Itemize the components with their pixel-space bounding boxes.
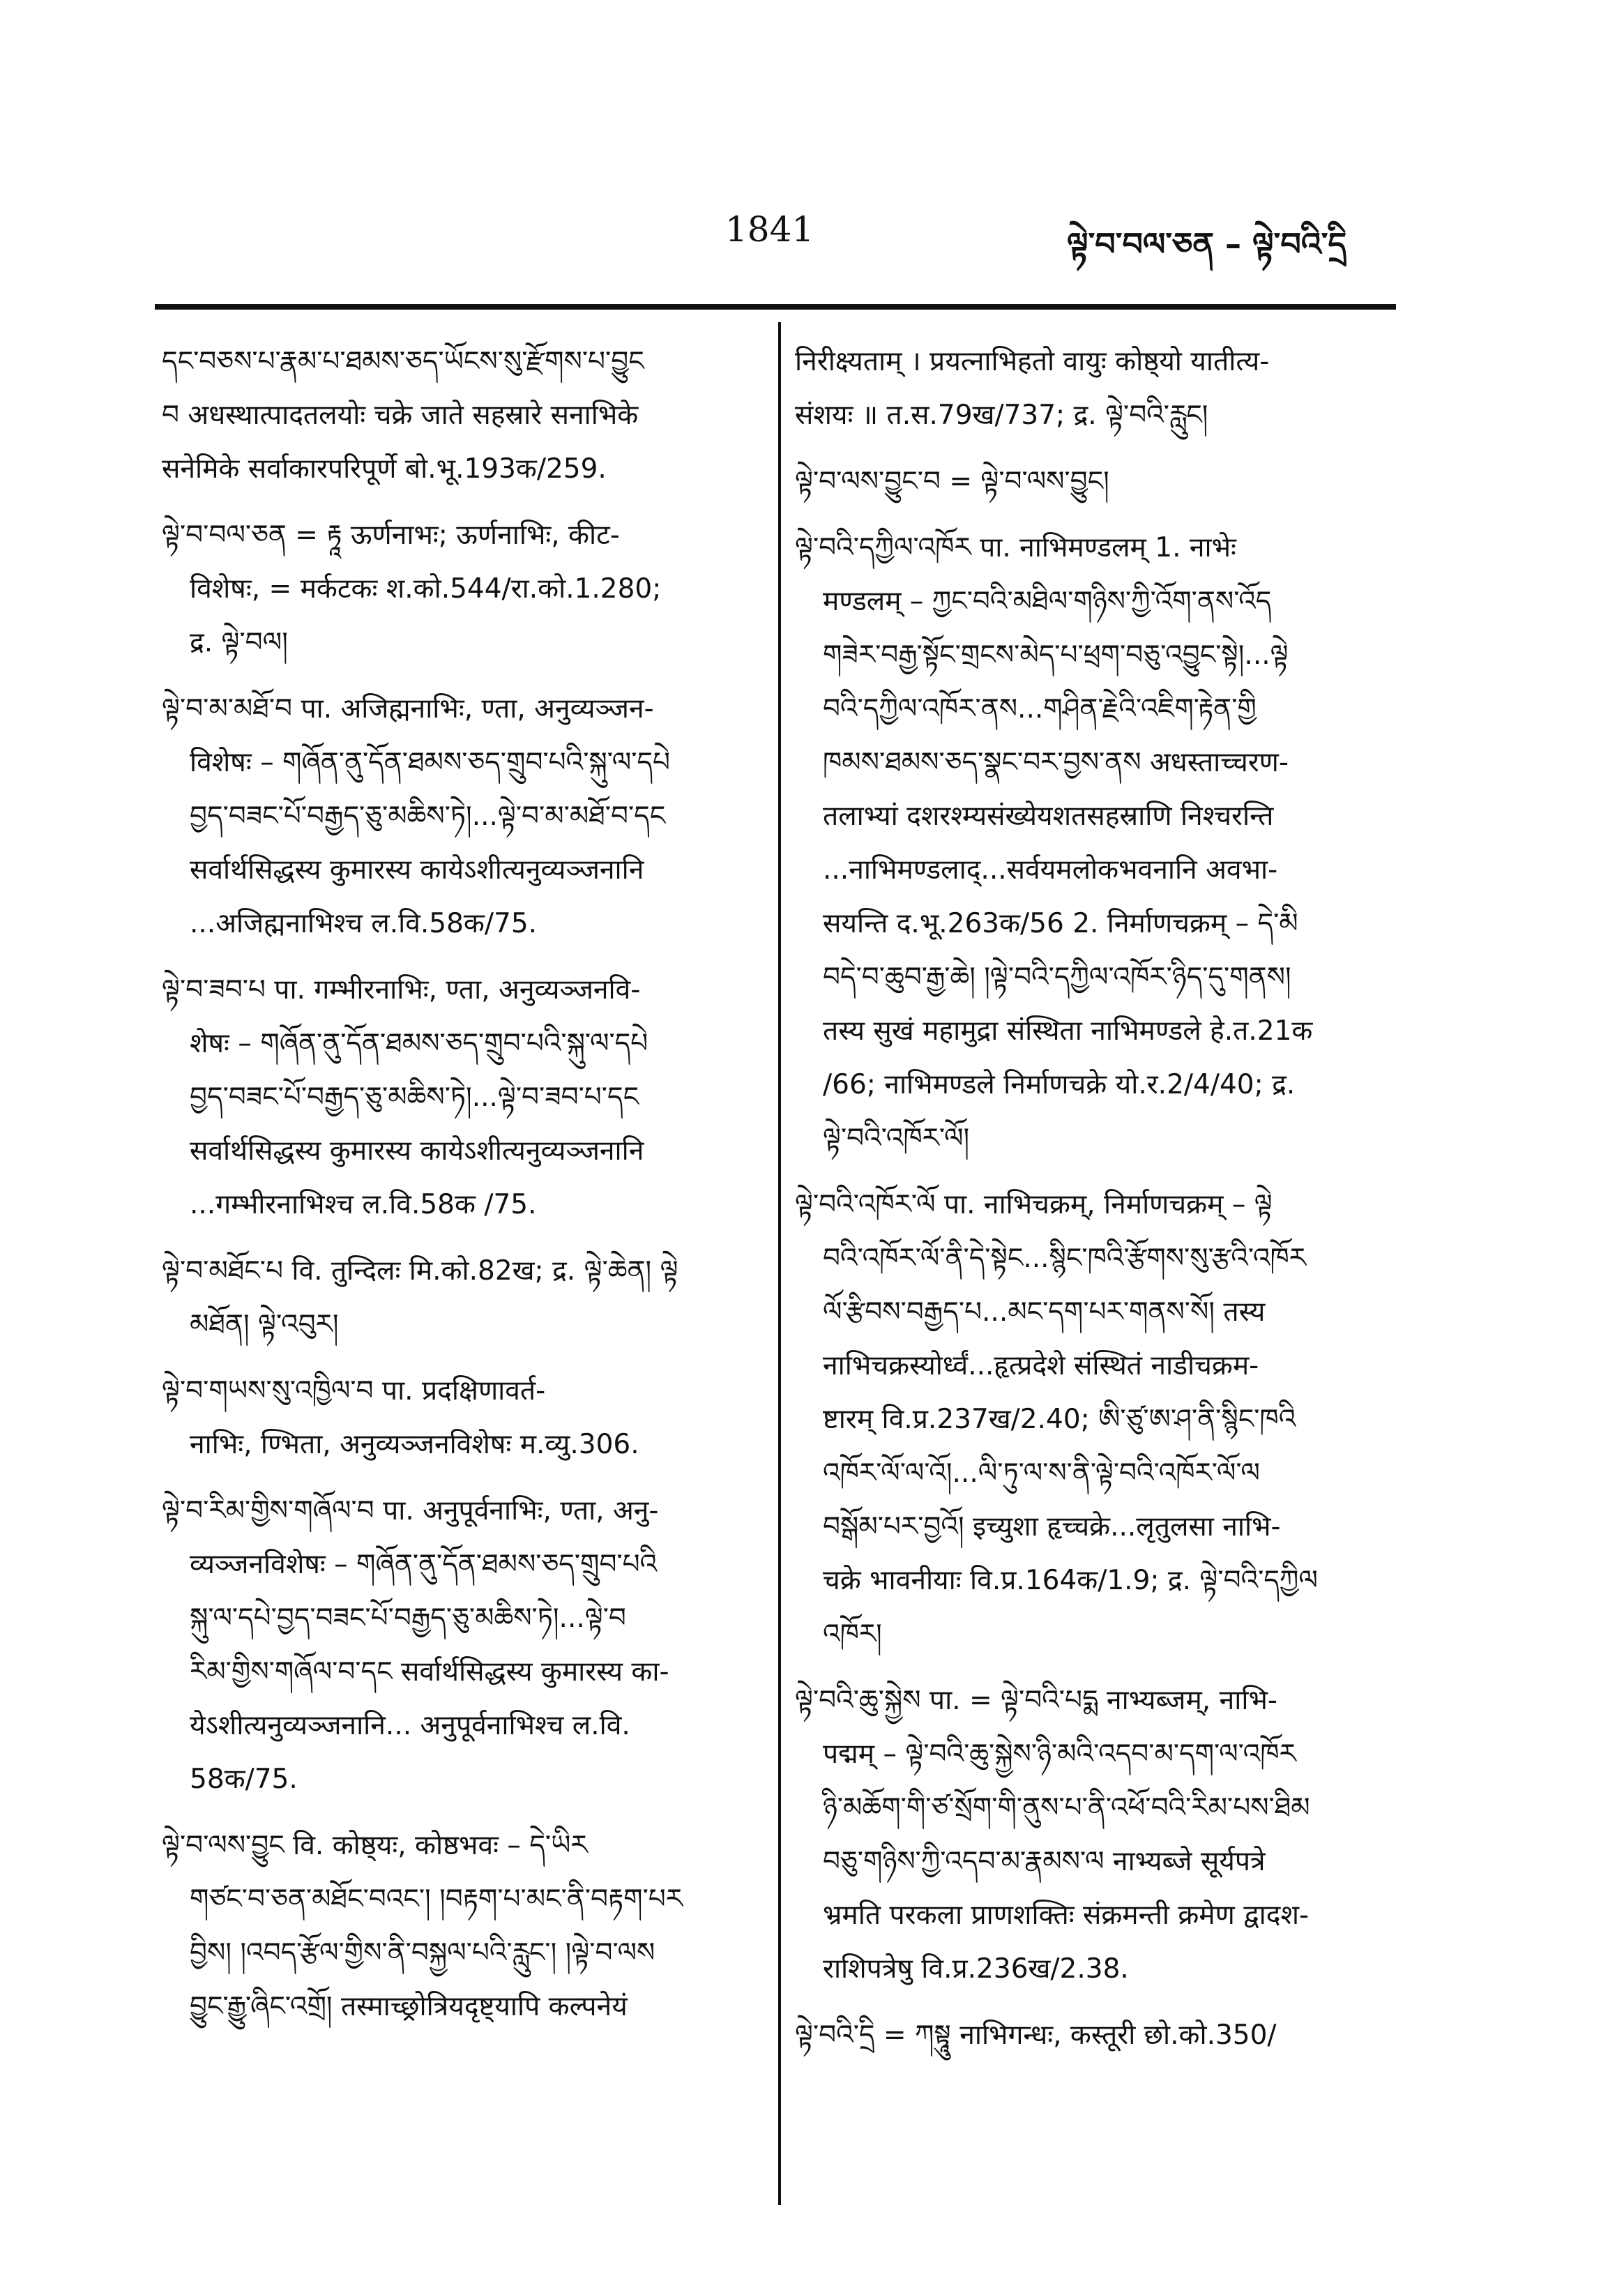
header-rule: [155, 304, 1396, 310]
running-head: ལྟེ་བ་བལ་ཅན – ལྟེ་བའི་དྲི: [1067, 225, 1347, 263]
entry-text-line: ...गम्भीरनाभिश्च ल.वि.58क /75.: [190, 1189, 537, 1220]
entry-continuation: [162, 335, 768, 496]
dictionary-entry: [795, 2008, 1402, 2062]
entry-text-line: भ्रमति परकला प्राणशक्तिः संक्रमन्ती क्रमेण द्वादश-: [823, 1900, 1310, 1931]
right-column: [795, 335, 1402, 2075]
entry-text-line: राशिपत्रेषु वि.प्र.236ख/2.38.: [823, 1953, 1129, 1985]
entry-text-line: གཟེར་བརྒྱ་སྟོང་གྲངས་མེད་པ་ཕྲག་བཅུ་འབྱུང་སྟེ།...ལྟེ: [823, 639, 1289, 671]
entry-headword-line: ལྟེ་བ་གཡས་སུ་འཁྱིལ་བ पा. प्रदक्षिणावर्त-: [162, 1375, 546, 1407]
dictionary-entry: [162, 508, 768, 669]
entry-text-line: ...अजिह्मनाभिश्च ल.वि.58क/75.: [190, 908, 538, 939]
entry-text-line: विशेषः, = मर्कटकः श.को.544/रा.को.1.280;: [190, 573, 662, 605]
entry-text-line: नाभिः, ण्भिता, अनुव्यञ्जनविशेषः म.व्यु.306.: [190, 1429, 639, 1460]
dictionary-entry: [795, 1674, 1402, 1996]
entry-text-line: नाभिचक्रस्योर्ध्वं...हृत्प्रदेशे संस्थितं नाडीचक्रम-: [823, 1350, 1259, 1381]
entry-text-line: विशेषः – གཞོན་ནུ་དོན་ཐམས་ཅད་གྲུབ་པའི་སྐུ་ལ་དཔེ: [190, 747, 671, 778]
entry-headword-line: ལྟེ་བ་བལ་ཅན = རྟཱ ऊर्णनाभः; ऊर्णनाभिः, कीट-: [162, 520, 620, 551]
dictionary-entry: [162, 1244, 768, 1351]
entry-text-line: བའི་འཁོར་ལོ་ནི་དེ་སྟེང...སྙིང་ཁའི་རྩོགས་སུ་རྩའི་འཁོར: [823, 1243, 1307, 1274]
entry-text-line: ཁམས་ཐམས་ཅད་སྣང་བར་བྱས་ནས अधस्ताच्चरण-: [823, 747, 1289, 778]
dictionary-entry: [795, 1178, 1402, 1661]
entry-text-line: བདེ་བ་ཆུབ་རྒྱ་ཆེ། །ལྟེ་བའི་དཀྱིལ་འཁོར་ཉིད་དུ་གནས།: [823, 962, 1291, 993]
entry-text-line: ལྟེ་བའི་འཁོར་ལོ།: [823, 1123, 970, 1154]
entry-text-line: /66; नाभिमण्डले निर्माणचक्रे यो.र.2/4/40; द्र.: [823, 1069, 1296, 1100]
entry-text-line: བྱད་བཟང་པོ་བརྒྱད་ཅུ་མཆིས་ཏེ།...ལྟེ་བ་ཟབ་པ་དང: [190, 1082, 639, 1113]
entry-text-line: མཐོན། ལྟེ་འབུར།: [190, 1309, 339, 1340]
dictionary-entry: [162, 1484, 768, 1806]
dictionary-entry: [162, 963, 768, 1232]
entry-headword-line: ལྟེ་བ་རིམ་གྱིས་གཞོལ་བ पा. अनुपूर्वनाभिः, ण्ता, अनु-: [162, 1495, 659, 1526]
entry-headword-line: ལྟེ་བའི་དྲི = ཀསྟཱུ नाभिगन्धः, कस्तूरी छो.को.350/: [795, 2019, 1277, 2051]
dictionary-entry: [162, 1364, 768, 1471]
entry-text-line: ष्टारम् वि.प्र.237ख/2.40; ཨི་ཙུ་ཨ་ཤ་ནི་སྙིང་ཁའི: [823, 1404, 1296, 1435]
entry-headword-line: ལྟེ་བ་ལས་བྱུང वि. कोष्ठ्यः, कोष्ठभवः – དེ་ཡིར: [162, 1830, 588, 1861]
entry-text-line: འཁོར་ལོ་ལ་འོ།...ལི་ཏུ་ལ་ས་ནི་ལྟེ་བའི་འཁོར་ལོ་ལ: [823, 1457, 1260, 1489]
entry-text-line: तलाभ्यां दशरश्म्यसंख्येयशतसहस्राणि निश्चरन्ति: [823, 801, 1274, 832]
entry-text-line: मण्डलम् – ཀྱང་བའི་མཐིལ་གཉིས་ཀྱི་འོག་ནས་འོད: [823, 586, 1272, 617]
entry-text-line: संशयः ॥ त.स.79ख/737; द्र. ལྟེ་བའི་རླུང།: [795, 400, 1208, 431]
entry-headword-line: ལྟེ་བ་མ་མཐོ་བ पा. अजिह्मनाभिः, ण्ता, अनुव्यञ्जन-: [162, 693, 654, 725]
entry-text-line: སྐུ་ལ་དཔེ་བྱད་བཟང་པོ་བརྒྱད་ཅུ་མཆིས་ཏེ།...ལྟེ་བ: [190, 1602, 626, 1634]
entry-text-line: ལོ་རྩིབས་བརྒྱད་པ...མང་དག་པར་གནས་སོ། तस्य: [823, 1296, 1266, 1328]
entry-headword-line: ལྟེ་བ་ཟབ་པ पा. गम्भीरनाभिः, ण्ता, अनुव्यञ्जनवि-: [162, 974, 641, 1006]
entry-text-line: བ अधस्थात्पादतलयोः चक्रे जाते सहस्रारे सनाभिके: [162, 400, 639, 431]
entry-text-line: ཉི་མཆོག་གི་ཙ་སྲོག་གི་ནུས་པ་ནི་འཕོ་བའི་རིམ་པས་ཐིམ: [823, 1792, 1310, 1824]
entry-text-line: सर्वार्थसिद्धस्य कुमारस्य कायेऽशीत्यनुव्यञ्जनानि: [190, 854, 644, 886]
entry-text-line: सयन्ति द.भू.263क/56 2. निर्माणचक्रम् – དེ་མི: [823, 908, 1298, 939]
entry-text-line: सनेमिके सर्वाकारपरिपूर्णे बो.भू.193क/259.: [162, 453, 607, 485]
entry-headword-line: ལྟེ་བའི་དཀྱིལ་འཁོར पा. नाभिमण्डलम् 1. नाभेः: [795, 532, 1236, 563]
entry-text-line: འཁོར།: [823, 1619, 882, 1650]
entry-continuation: [795, 335, 1402, 442]
entry-text-line: བྱུང་རྒྱུ་ཞིང་འགྲོ། तस्माच्छ्रोत्रियदृष्ट्यापि कल्पनेयं: [190, 1991, 628, 2022]
entry-text-line: पद्मम् – ལྟེ་བའི་ཆུ་སྐྱེས་ཉི་མའི་འདབ་མ་དག་ལ་འཁོར: [823, 1738, 1296, 1770]
entry-text-line: བཅུ་གཉིས་ཀྱི་འདབ་མ་རྣམས་ལ नाभ्यब्जे सूर्यपत्रे: [823, 1846, 1266, 1877]
entry-text-line: གཙང་བ་ཅན་མཐོང་བའང་། །བརྟག་པ་མང་ནི་བརྟག་པར: [190, 1884, 683, 1915]
entry-text-line: चक्रे भावनीयाः वि.प्र.164क/1.9; द्र. ལྟེ་བའི་དཀྱིལ: [823, 1565, 1318, 1596]
entry-text-line: དང་བཅས་པ་རྣམ་པ་ཐམས་ཅད་ཡོངས་སུ་རྫོགས་པ་བྱུང: [162, 346, 644, 377]
entry-text-line: བའི་དཀྱིལ་འཁོར་ནས...གཤིན་རྗེའི་འཇིག་རྟེན་གྱི: [823, 693, 1257, 725]
entry-text-line: བྱད་བཟང་པོ་བརྒྱད་ཅུ་མཆིས་ཏེ།...ལྟེ་བ་མ་མཐོ་བ་དང: [190, 801, 666, 832]
entry-text-line: द्र. ལྟེ་བལ།: [190, 627, 288, 658]
entry-headword-line: ལྟེ་བའི་འཁོར་ལོ पा. नाभिचक्रम्, निर्माणचक्रम् – ལྟེ: [795, 1189, 1273, 1220]
dictionary-entry: [162, 1819, 768, 2033]
entry-headword-line: ལྟེ་བ་ལས་བྱུང་བ = ལྟེ་བ་ལས་བྱུང།: [795, 466, 1109, 497]
entry-text-line: शेषः – གཞོན་ནུ་དོན་ཐམས་ཅད་གྲུབ་པའི་སྐུ་ལ་དཔེ: [190, 1028, 648, 1059]
entry-text-line: निरीक्ष्यताम् । प्रयत्नाभिहतो वायुः कोष्ठ्यो यातीत्य-: [795, 346, 1270, 377]
left-column: [162, 335, 768, 2046]
entry-text-line: तस्य सुखं महामुद्रा संस्थिता नाभिमण्डले हे.त.21क: [823, 1015, 1313, 1047]
entry-text-line: བྱིས། །འབད་རྩོལ་གྱིས་ནི་བསྐྱལ་པའི་རླུང་། །ལྟེ་བ་ལས: [190, 1937, 655, 1969]
column-divider: [778, 322, 781, 2205]
entry-text-line: ...नाभिमण्डलाद्...सर्वयमलोकभवनानि अवभा-: [823, 854, 1278, 886]
entry-headword-line: ལྟེ་བའི་ཆུ་སྐྱེས पा. = ལྟེ་བའི་པདྨ नाभ्यब्जम्, नाभि-: [795, 1685, 1277, 1716]
entry-headword-line: ལྟེ་བ་མཐོང་པ वि. तुन्दिलः मि.को.82ख; द्र. ལྟེ་ཆེན། ལྟེ: [162, 1255, 678, 1287]
entry-text-line: सर्वार्थसिद्धस्य कुमारस्य कायेऽशीत्यनुव्यञ्जनानि: [190, 1135, 644, 1167]
entry-text-line: 58क/75.: [190, 1764, 298, 1795]
entry-text-line: व्यञ्जनविशेषः – གཞོན་ནུ་དོན་ཐམས་ཅད་གྲུབ་པའི: [190, 1549, 658, 1580]
dictionary-entry: [795, 455, 1402, 508]
dictionary-entry: [795, 521, 1402, 1165]
entry-text-line: येऽशीत्यनुव्यञ्जनानि... अनुपूर्वनाभिश्च ल.वि.: [190, 1710, 630, 1741]
page-number: 1841: [725, 209, 814, 250]
entry-text-line: རིམ་གྱིས་གཞོལ་བ་དང सर्वार्थसिद्धस्य कुमारस्य का-: [190, 1656, 669, 1688]
dictionary-entry: [162, 682, 768, 950]
entry-text-line: བསྒོམ་པར་བྱའོ། इच्युशा हृच्चक्रे...लृतुलसा नाभि-: [823, 1511, 1281, 1543]
